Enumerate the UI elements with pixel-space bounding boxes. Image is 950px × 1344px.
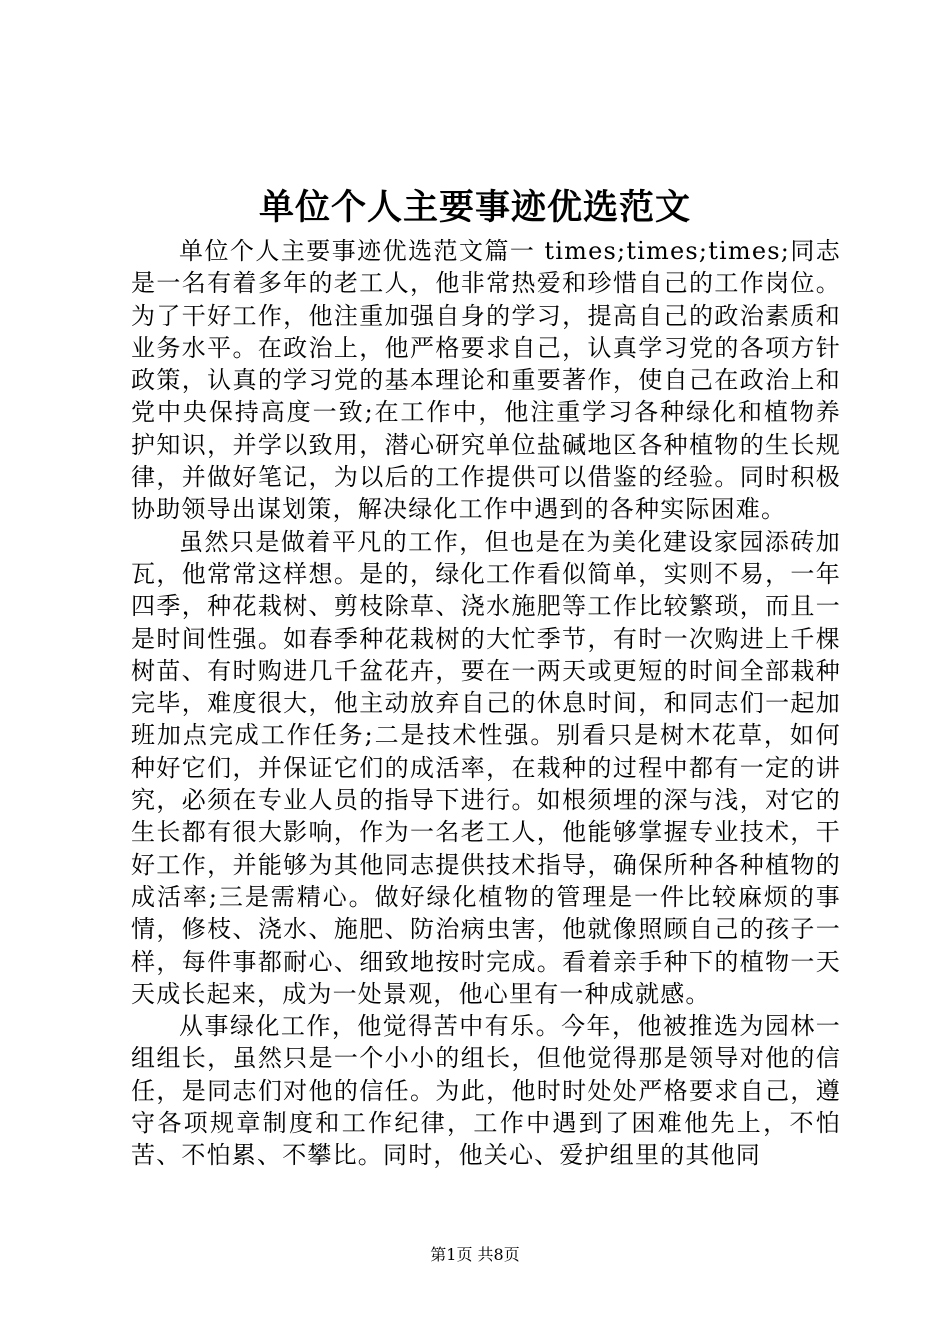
- paragraph-1: 单位个人主要事迹优选范文篇一 times;times;times;同志是一名有着多年的老工人，他非常热爱和珍惜自己的工作岗位。为了干好工作，他注重加强自身的学习，提高自己的政治素质和业务水平。在政治上，他严格要求自己，认真学习党的各项方针政策，认真的学习党的基本理论和重要著作，使自己在政治上和党中央保持高度一致;在工作中，他注重学习各种绿化和植物养护知识，并学以致用，潜心研究单位盐碱地区各种植物的生长规律，并做好笔记，为以后的工作提供可以借鉴的经验。同时积极协助领导出谋划策，解决绿化工作中遇到的各种实际困难。: [131, 237, 841, 524]
- paragraph-3: 从事绿化工作，他觉得苦中有乐。今年，他被推选为园林一组组长，虽然只是一个小小的组长，但他觉得那是领导对他的信任，是同志们对他的信任。为此，他时时处处严格要求自己，遵守各项规章制度和工作纪律，工作中遇到了困难他先上，不怕苦、不怕累、不攀比。同时，他关心、爱护组里的其他同: [131, 1012, 841, 1170]
- document-body: [131, 235, 841, 1172]
- paragraph-2: 虽然只是做着平凡的工作，但也是在为美化建设家园添砖加瓦，他常常这样想。是的，绿化工作看似简单，实则不易，一年四季，种花栽树、剪枝除草、浇水施肥等工作比较繁琐，而且一是时间性强。如春季种花栽树的大忙季节，有时一次购进上千棵树苗、有时购进几千盆花卉，要在一两天或更短的时间全部栽种完毕，难度很大，他主动放弃自己的休息时间，和同志们一起加班加点完成工作任务;二是技术性强。别看只是树木花草，如何种好它们，并保证它们的成活率，在栽种的过程中都有一定的讲究，必须在专业人员的指导下进行。如根须埋的深与浅，对它的生长都有很大影响，作为一名老工人，他能够掌握专业技术，干好工作，并能够为其他同志提供技术指导，确保所种各种植物的成活率;三是需精心。做好绿化植物的管理是一件比较麻烦的事情，修枝、浇水、施肥、防治病虫害，他就像照顾自己的孩子一样，每件事都耐心、细致地按时完成。看着亲手种下的植物一天天成长起来，成为一处景观，他心里有一种成就感。: [131, 527, 841, 1008]
- page-title: 单位个人主要事迹优选范文: [258, 187, 691, 228]
- page-number-footer: 第1页 共8页: [430, 1245, 520, 1264]
